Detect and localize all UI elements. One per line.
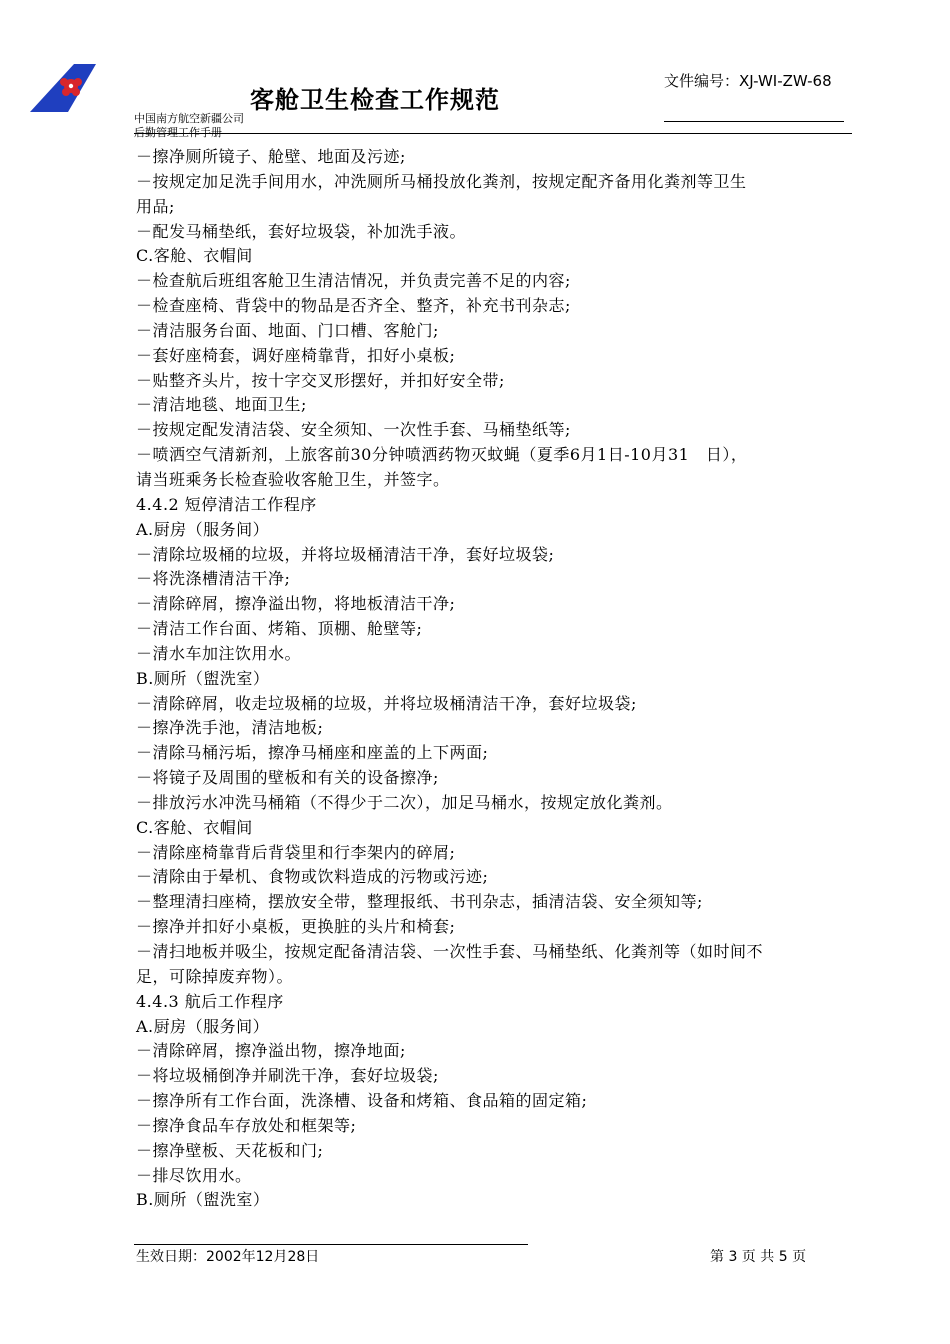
header-divider: [134, 133, 852, 134]
page-number: 第 3 页 共 5 页: [710, 1249, 807, 1265]
body-line: －擦净所有工作台面，洗涤槽、设备和烤箱、食品箱的固定箱;: [136, 1091, 588, 1111]
body-line: －整理清扫座椅，摆放安全带，整理报纸、书刊杂志，插清洁袋、安全须知等;: [136, 892, 703, 912]
body-line: 用品;: [136, 196, 175, 216]
body-line: －检查座椅、背袋中的物品是否齐全、整齐，补充书刊杂志;: [136, 296, 571, 316]
body-line: －将垃圾桶倒净并刷洗干净，套好垃圾袋;: [136, 1066, 439, 1086]
body-line: －按规定加足洗手间用水，冲洗厕所马桶投放化粪剂，按规定配齐备用化粪剂等卫生: [136, 171, 747, 191]
body-line: －清水车加注饮用水。: [136, 643, 302, 663]
body-line: －擦净并扣好小桌板，更换脏的头片和椅套;: [136, 917, 456, 937]
section-heading: B.厕所（盥洗室）: [136, 1190, 270, 1210]
body-line: 请当班乘务长检查验收客舱卫生，并签字。: [136, 469, 450, 489]
body-line: －清除碎屑，擦净溢出物，擦净地面;: [136, 1041, 406, 1061]
body-line: －擦净洗手池，清洁地板;: [136, 718, 324, 738]
section-heading: 4.4.3 航后工作程序: [136, 991, 284, 1011]
body-line: －清除马桶污垢，擦净马桶座和座盖的上下两面;: [136, 743, 489, 763]
body-line: －贴整齐头片，按十字交叉形摆好，并扣好安全带;: [136, 370, 505, 390]
body-line: －配发马桶垫纸，套好垃圾袋，补加洗手液。: [136, 221, 467, 241]
body-line: －喷洒空气清新剂，上旅客前30分钟喷洒药物灭蚊蝇（夏季6月1日-10月31 日），: [136, 445, 748, 465]
document-number: 文件编号：XJ-WI-ZW-68: [664, 72, 832, 90]
section-heading: C.客舱、衣帽间: [136, 817, 253, 837]
body-line: －清除碎屑，收走垃圾桶的垃圾，并将垃圾桶清洁干净，套好垃圾袋;: [136, 693, 637, 713]
section-heading: C.客舱、衣帽间: [136, 246, 253, 266]
effective-date: 生效日期：2002年12月28日: [136, 1249, 320, 1265]
section-heading: A.厨房（服务间）: [136, 1016, 270, 1036]
document-body: [136, 145, 854, 1213]
body-line: －清洁服务台面、地面、门口槽、客舱门;: [136, 320, 439, 340]
manual-name: 后勤管理工作手册: [134, 126, 222, 139]
airline-logo-icon: [28, 62, 98, 114]
body-line: －清除垃圾桶的垃圾，并将垃圾桶清洁干净，套好垃圾袋;: [136, 544, 555, 564]
body-line: －按规定配发清洁袋、安全须知、一次性手套、马桶垫纸等;: [136, 420, 571, 440]
body-line: －清洁工作台面、烤箱、顶棚、舱壁等;: [136, 619, 423, 639]
body-line: 足，可除掉废弃物）。: [136, 966, 294, 986]
section-heading: 4.4.2 短停清洁工作程序: [136, 494, 317, 514]
section-heading: A.厨房（服务间）: [136, 519, 270, 539]
body-line: －清除由于晕机、食物或饮料造成的污物或污迹;: [136, 867, 489, 887]
body-line: －擦净厕所镜子、舱壁、地面及污迹;: [136, 147, 406, 166]
body-line: －擦净食品车存放处和框架等;: [136, 1115, 357, 1135]
document-number-underline: [664, 121, 844, 122]
body-line: －清扫地板并吸尘，按规定配备清洁袋、一次性手套、马桶垫纸、化粪剂等（如时间不: [136, 942, 764, 961]
section-heading: B.厕所（盥洗室）: [136, 668, 270, 688]
body-line: －排放污水冲洗马桶箱（不得少于二次），加足马桶水，按规定放化粪剂。: [136, 792, 673, 812]
document-title: 客舱卫生检查工作规范: [250, 86, 500, 114]
body-line: －清除碎屑，擦净溢出物，将地板清洁干净;: [136, 594, 456, 614]
body-line: －将洗涤槽清洁干净;: [136, 569, 291, 589]
body-line: －检查航后班组客舱卫生清洁情况，并负责完善不足的内容;: [136, 271, 571, 291]
footer-divider: [134, 1244, 528, 1245]
body-line: －套好座椅套，调好座椅靠背，扣好小桌板;: [136, 345, 456, 365]
body-line: －清除座椅靠背后背袋里和行李架内的碎屑;: [136, 842, 456, 862]
logo-blue-wing: [30, 64, 96, 112]
body-line: －排尽饮用水。: [136, 1165, 252, 1185]
body-line: －将镜子及周围的壁板和有关的设备擦净;: [136, 768, 439, 788]
body-line: －清洁地毯、地面卫生;: [136, 395, 307, 415]
company-name: 中国南方航空新疆公司: [134, 112, 244, 125]
body-line: －擦净壁板、天花板和门;: [136, 1140, 324, 1160]
